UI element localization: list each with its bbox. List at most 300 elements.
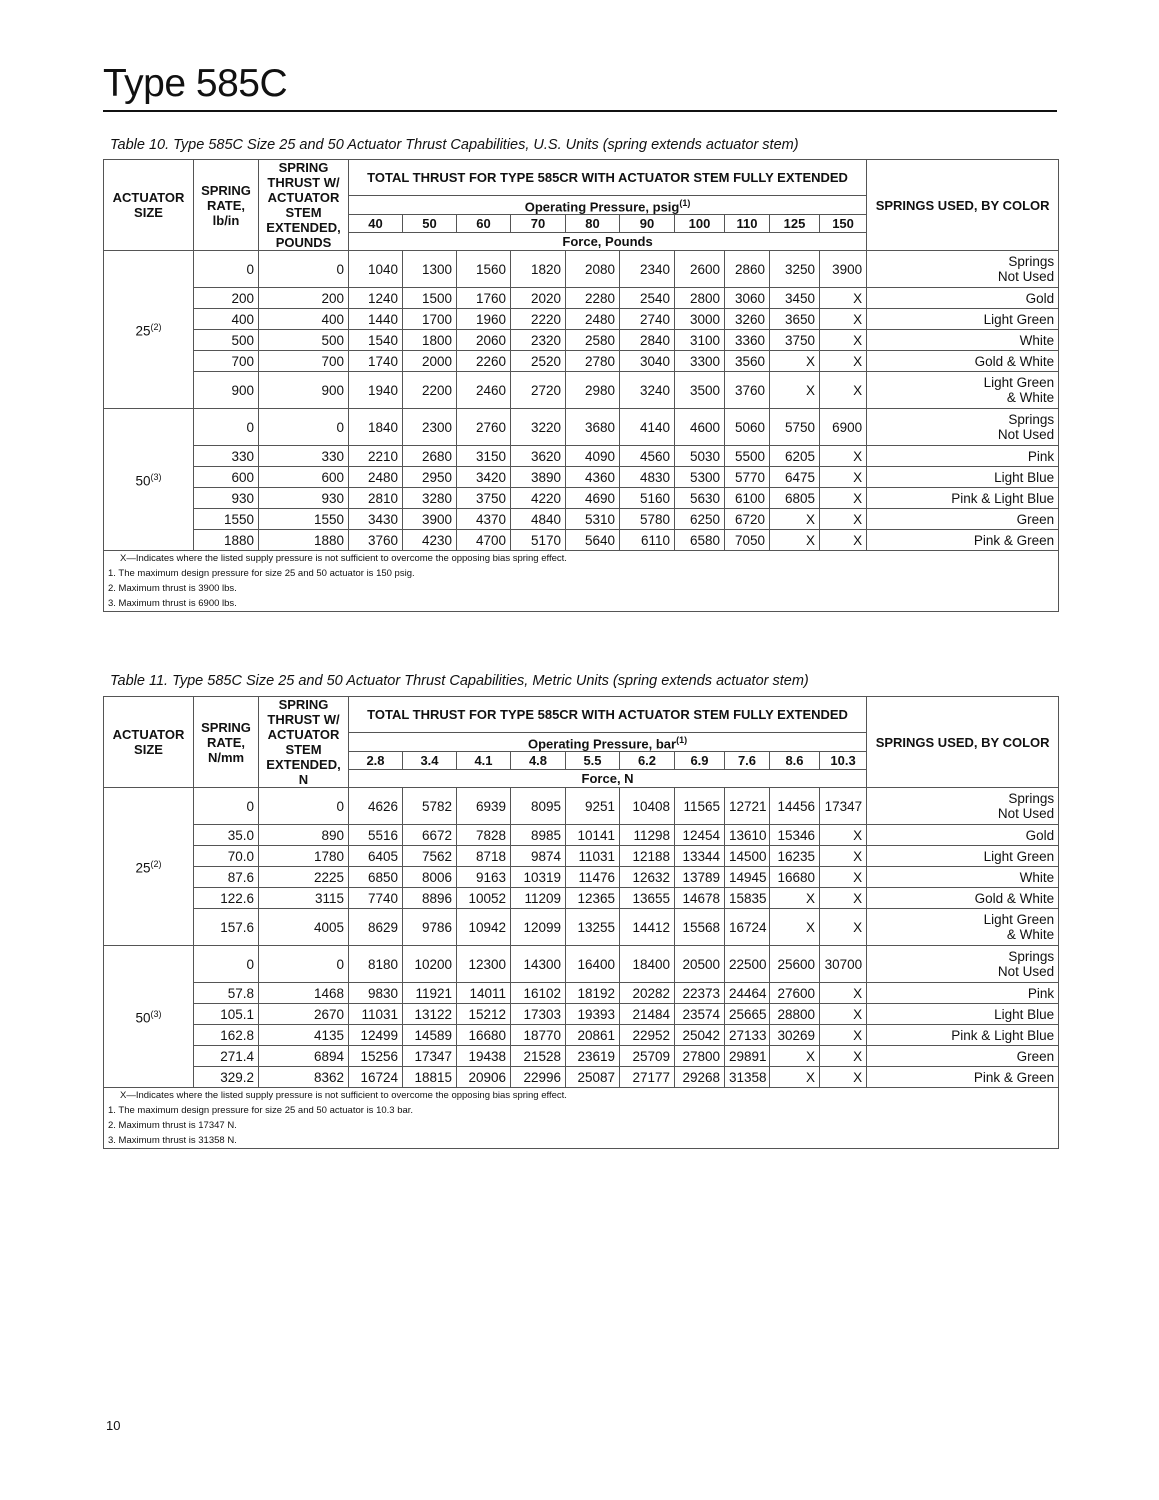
total-thrust-cell: 1960 xyxy=(457,309,511,330)
total-thrust-cell: 20906 xyxy=(457,1067,511,1088)
spring-thrust-cell: 400 xyxy=(259,309,349,330)
total-thrust-cell: 6110 xyxy=(620,530,675,551)
total-thrust-cell: 2950 xyxy=(403,467,457,488)
header-operating-pressure-label: Operating Pressure, bar xyxy=(527,736,677,751)
springs-color-line: White xyxy=(1019,332,1055,348)
total-thrust-cell: 19438 xyxy=(457,1046,511,1067)
total-thrust-cell: X xyxy=(820,446,867,467)
total-thrust-cell: 14500 xyxy=(725,846,770,867)
footnote-ref: (2) xyxy=(150,322,162,333)
total-thrust-cell: 2780 xyxy=(566,351,620,372)
header-pressure-5: 90 xyxy=(620,215,675,233)
total-thrust-cell: 25709 xyxy=(620,1046,675,1067)
total-thrust-cell: 20282 xyxy=(620,983,675,1004)
header-pressure-7: 7.6 xyxy=(725,752,770,770)
header-pressure-6: 100 xyxy=(675,215,725,233)
total-thrust-cell: 6250 xyxy=(675,509,725,530)
header-force-unit: Force, N xyxy=(349,770,867,788)
total-thrust-cell: 18815 xyxy=(403,1067,457,1088)
total-thrust-cell: 5300 xyxy=(675,467,725,488)
total-thrust-cell: 10141 xyxy=(566,825,620,846)
total-thrust-cell: 4690 xyxy=(566,488,620,509)
header-pressure-2: 4.1 xyxy=(457,752,511,770)
total-thrust-cell: 20500 xyxy=(675,946,725,983)
total-thrust-cell: 3430 xyxy=(349,509,403,530)
total-thrust-cell: 17303 xyxy=(511,1004,566,1025)
total-thrust-cell: 2980 xyxy=(566,372,620,409)
header-pressure-1: 3.4 xyxy=(403,752,457,770)
total-thrust-cell: 24464 xyxy=(725,983,770,1004)
total-thrust-cell: 1240 xyxy=(349,288,403,309)
total-thrust-cell: 8718 xyxy=(457,846,511,867)
header-spring-rate: SPRING RATE, N/mm xyxy=(194,697,259,788)
total-thrust-cell: 8006 xyxy=(403,867,457,888)
total-thrust-cell: 15568 xyxy=(675,909,725,946)
table-row xyxy=(104,330,1059,351)
table-row xyxy=(104,825,1059,846)
springs-color-line: Green xyxy=(1016,1048,1055,1064)
total-thrust-cell: 3900 xyxy=(820,251,867,288)
spring-rate-cell: 35.0 xyxy=(194,825,259,846)
total-thrust-cell: 9874 xyxy=(511,846,566,867)
springs-color-line: Pink & Green xyxy=(973,1069,1055,1085)
total-thrust-cell: X xyxy=(820,1025,867,1046)
springs-color-line: Green xyxy=(1016,511,1055,527)
springs-color-line: Not Used xyxy=(997,269,1055,284)
footnote-ref: (2) xyxy=(150,859,162,870)
total-thrust-cell: 3900 xyxy=(403,509,457,530)
actuator-size-cell xyxy=(104,946,194,1088)
total-thrust-cell: 9251 xyxy=(566,788,620,825)
total-thrust-cell: 13255 xyxy=(566,909,620,946)
total-thrust-cell: X xyxy=(820,1046,867,1067)
total-thrust-cell: 1540 xyxy=(349,330,403,351)
spring-thrust-cell: 8362 xyxy=(259,1067,349,1088)
total-thrust-cell: X xyxy=(770,351,820,372)
total-thrust-cell: X xyxy=(770,888,820,909)
total-thrust-cell: X xyxy=(770,372,820,409)
total-thrust-cell: 4840 xyxy=(511,509,566,530)
table-row xyxy=(104,288,1059,309)
total-thrust-cell: 14456 xyxy=(770,788,820,825)
total-thrust-cell: 3060 xyxy=(725,288,770,309)
spring-rate-cell: 1550 xyxy=(194,509,259,530)
total-thrust-cell: 1820 xyxy=(511,251,566,288)
total-thrust-cell: 2740 xyxy=(620,309,675,330)
total-thrust-cell: 10319 xyxy=(511,867,566,888)
total-thrust-cell: X xyxy=(770,509,820,530)
actuator-size-cell xyxy=(104,251,194,409)
total-thrust-cell: 2860 xyxy=(725,251,770,288)
total-thrust-cell: 23619 xyxy=(566,1046,620,1067)
total-thrust-cell: 5060 xyxy=(725,409,770,446)
total-thrust-cell: 3450 xyxy=(770,288,820,309)
total-thrust-cell: X xyxy=(820,309,867,330)
header-total-thrust: TOTAL THRUST FOR TYPE 585CR WITH ACTUATOR STEM FULLY EXTENDED xyxy=(349,160,867,196)
footnote-ref: (3) xyxy=(150,1009,162,1020)
springs-color-line: Not Used xyxy=(997,427,1055,442)
header-pressure-2: 60 xyxy=(457,215,511,233)
total-thrust-cell: 31358 xyxy=(725,1067,770,1088)
springs-color-line: & White xyxy=(1006,390,1055,405)
total-thrust-cell: 16680 xyxy=(457,1025,511,1046)
springs-color-cell xyxy=(867,888,1059,909)
total-thrust-cell: 29891 xyxy=(725,1046,770,1067)
total-thrust-cell: 12188 xyxy=(620,846,675,867)
spring-rate-cell: 0 xyxy=(194,409,259,446)
total-thrust-cell: 16235 xyxy=(770,846,820,867)
spring-rate-cell: 105.1 xyxy=(194,1004,259,1025)
total-thrust-cell: 6475 xyxy=(770,467,820,488)
springs-color-line: Light Green xyxy=(983,912,1055,927)
total-thrust-cell: 6672 xyxy=(403,825,457,846)
total-thrust-cell: 14945 xyxy=(725,867,770,888)
total-thrust-cell: 3150 xyxy=(457,446,511,467)
header-spring-rate: SPRING RATE, lb/in xyxy=(194,160,259,251)
total-thrust-cell: 2580 xyxy=(566,330,620,351)
total-thrust-cell: 1700 xyxy=(403,309,457,330)
total-thrust-cell: 22996 xyxy=(511,1067,566,1088)
spring-rate-cell: 57.8 xyxy=(194,983,259,1004)
spring-thrust-cell: 1880 xyxy=(259,530,349,551)
header-pressure-4: 5.5 xyxy=(566,752,620,770)
title-rule xyxy=(103,110,1057,112)
total-thrust-cell: 8095 xyxy=(511,788,566,825)
spring-rate-cell: 930 xyxy=(194,488,259,509)
total-thrust-cell: 8629 xyxy=(349,909,403,946)
total-thrust-cell: 30269 xyxy=(770,1025,820,1046)
springs-color-cell xyxy=(867,530,1059,551)
total-thrust-cell: 4360 xyxy=(566,467,620,488)
table-row xyxy=(104,309,1059,330)
total-thrust-cell: 4560 xyxy=(620,446,675,467)
table-row xyxy=(104,409,1059,446)
total-thrust-cell: 9830 xyxy=(349,983,403,1004)
spring-thrust-cell: 1468 xyxy=(259,983,349,1004)
table-row xyxy=(104,846,1059,867)
total-thrust-cell: 5170 xyxy=(511,530,566,551)
table-row xyxy=(104,1004,1059,1025)
header-pressure-0: 40 xyxy=(349,215,403,233)
springs-color-cell xyxy=(867,1046,1059,1067)
total-thrust-cell: 27600 xyxy=(770,983,820,1004)
total-thrust-cell: 3300 xyxy=(675,351,725,372)
springs-color-line: Gold & White xyxy=(974,353,1055,369)
total-thrust-cell: 5160 xyxy=(620,488,675,509)
total-thrust-cell: 1560 xyxy=(457,251,511,288)
total-thrust-cell: X xyxy=(820,488,867,509)
total-thrust-cell: 13789 xyxy=(675,867,725,888)
footnote-ref: (3) xyxy=(150,472,162,483)
total-thrust-cell: X xyxy=(820,1004,867,1025)
total-thrust-cell: 2760 xyxy=(457,409,511,446)
spring-rate-cell: 0 xyxy=(194,946,259,983)
spring-thrust-cell: 4005 xyxy=(259,909,349,946)
total-thrust-cell: X xyxy=(820,372,867,409)
total-thrust-cell: 15256 xyxy=(349,1046,403,1067)
spring-thrust-cell: 930 xyxy=(259,488,349,509)
total-thrust-cell: X xyxy=(820,909,867,946)
springs-color-cell xyxy=(867,467,1059,488)
header-pressure-6: 6.9 xyxy=(675,752,725,770)
actuator-size-value: 25 xyxy=(135,860,151,876)
table-row xyxy=(104,909,1059,946)
springs-color-cell xyxy=(867,509,1059,530)
total-thrust-cell: 22952 xyxy=(620,1025,675,1046)
total-thrust-cell: 16400 xyxy=(566,946,620,983)
total-thrust-cell: 11921 xyxy=(403,983,457,1004)
springs-color-cell xyxy=(867,488,1059,509)
total-thrust-cell: X xyxy=(820,530,867,551)
total-thrust-cell: 16724 xyxy=(725,909,770,946)
total-thrust-cell: 2540 xyxy=(620,288,675,309)
table-row xyxy=(104,983,1059,1004)
total-thrust-cell: 25665 xyxy=(725,1004,770,1025)
total-thrust-cell: 28800 xyxy=(770,1004,820,1025)
springs-color-line: Pink xyxy=(1027,448,1055,464)
spring-rate-cell: 600 xyxy=(194,467,259,488)
total-thrust-cell: 5640 xyxy=(566,530,620,551)
total-thrust-cell: 18192 xyxy=(566,983,620,1004)
springs-color-line: Not Used xyxy=(997,806,1055,821)
total-thrust-cell: 1040 xyxy=(349,251,403,288)
springs-color-cell xyxy=(867,372,1059,409)
total-thrust-cell: 3500 xyxy=(675,372,725,409)
header-pressure-8: 125 xyxy=(770,215,820,233)
total-thrust-cell: 1300 xyxy=(403,251,457,288)
springs-color-cell xyxy=(867,909,1059,946)
table-row xyxy=(104,251,1059,288)
total-thrust-cell: 6720 xyxy=(725,509,770,530)
table-row xyxy=(104,509,1059,530)
total-thrust-cell: 4220 xyxy=(511,488,566,509)
table-row xyxy=(104,446,1059,467)
spring-rate-cell: 70.0 xyxy=(194,846,259,867)
total-thrust-cell: 25600 xyxy=(770,946,820,983)
springs-color-line: Springs xyxy=(1008,254,1055,269)
spring-rate-cell: 0 xyxy=(194,251,259,288)
total-thrust-cell: 12365 xyxy=(566,888,620,909)
total-thrust-cell: 2020 xyxy=(511,288,566,309)
total-thrust-cell: 19393 xyxy=(566,1004,620,1025)
table-row xyxy=(104,530,1059,551)
total-thrust-cell: X xyxy=(820,846,867,867)
spring-rate-cell: 0 xyxy=(194,788,259,825)
total-thrust-cell: X xyxy=(820,509,867,530)
total-thrust-cell: 9786 xyxy=(403,909,457,946)
total-thrust-cell: 2300 xyxy=(403,409,457,446)
total-thrust-cell: 11031 xyxy=(349,1004,403,1025)
springs-color-line: Gold xyxy=(1025,827,1055,843)
total-thrust-cell: 2720 xyxy=(511,372,566,409)
header-pressure-3: 70 xyxy=(511,215,566,233)
header-pressure-8: 8.6 xyxy=(770,752,820,770)
total-thrust-cell: 1760 xyxy=(457,288,511,309)
table10-caption: Table 10. Type 585C Size 25 and 50 Actuator Thrust Capabilities, U.S. Units (spring extends actuator stem) xyxy=(110,137,799,153)
total-thrust-cell: 2480 xyxy=(349,467,403,488)
springs-color-line: Not Used xyxy=(997,964,1055,979)
total-thrust-cell: 29268 xyxy=(675,1067,725,1088)
spring-rate-cell: 87.6 xyxy=(194,867,259,888)
total-thrust-cell: 3240 xyxy=(620,372,675,409)
springs-color-cell xyxy=(867,1067,1059,1088)
total-thrust-cell: 13655 xyxy=(620,888,675,909)
total-thrust-cell: 5630 xyxy=(675,488,725,509)
total-thrust-cell: 2460 xyxy=(457,372,511,409)
total-thrust-cell: 6805 xyxy=(770,488,820,509)
spring-thrust-cell: 0 xyxy=(259,946,349,983)
header-pressure-9: 150 xyxy=(820,215,867,233)
springs-color-line: Pink & Green xyxy=(973,532,1055,548)
table-row xyxy=(104,372,1059,409)
spring-thrust-cell: 4135 xyxy=(259,1025,349,1046)
total-thrust-cell: 16102 xyxy=(511,983,566,1004)
total-thrust-cell: 6205 xyxy=(770,446,820,467)
table-row xyxy=(104,867,1059,888)
table-row xyxy=(104,946,1059,983)
total-thrust-cell: 3100 xyxy=(675,330,725,351)
spring-thrust-cell: 600 xyxy=(259,467,349,488)
total-thrust-cell: 2340 xyxy=(620,251,675,288)
total-thrust-cell: 3890 xyxy=(511,467,566,488)
footnote-line: 1. The maximum design pressure for size 25 and 50 actuator is 150 psig. xyxy=(108,568,415,579)
total-thrust-cell: 23574 xyxy=(675,1004,725,1025)
header-actuator-size: ACTUATOR SIZE xyxy=(104,697,194,788)
spring-thrust-cell: 700 xyxy=(259,351,349,372)
page-number: 10 xyxy=(106,1418,121,1433)
springs-color-cell xyxy=(867,446,1059,467)
total-thrust-cell: 5780 xyxy=(620,509,675,530)
header-spring-thrust: SPRING THRUST W/ ACTUATOR STEM EXTENDED, N xyxy=(259,697,349,788)
total-thrust-cell: 7050 xyxy=(725,530,770,551)
table-row xyxy=(104,1025,1059,1046)
springs-color-line: Pink xyxy=(1027,985,1055,1001)
total-thrust-cell: 13610 xyxy=(725,825,770,846)
total-thrust-cell: 18770 xyxy=(511,1025,566,1046)
actuator-size-value: 25 xyxy=(135,323,151,339)
total-thrust-cell: 13122 xyxy=(403,1004,457,1025)
total-thrust-cell: 25042 xyxy=(675,1025,725,1046)
total-thrust-cell: 12632 xyxy=(620,867,675,888)
spring-thrust-cell: 0 xyxy=(259,788,349,825)
total-thrust-cell: 14589 xyxy=(403,1025,457,1046)
total-thrust-cell: 3360 xyxy=(725,330,770,351)
springs-color-line: Gold & White xyxy=(974,890,1055,906)
total-thrust-cell: 2200 xyxy=(403,372,457,409)
springs-color-line: Light Blue xyxy=(994,1006,1055,1022)
total-thrust-cell: 25087 xyxy=(566,1067,620,1088)
springs-color-cell xyxy=(867,1025,1059,1046)
spring-thrust-cell: 500 xyxy=(259,330,349,351)
total-thrust-cell: 4600 xyxy=(675,409,725,446)
total-thrust-cell: 2810 xyxy=(349,488,403,509)
header-pressure-5: 6.2 xyxy=(620,752,675,770)
footnote-line: X—Indicates where the listed supply pressure is not sufficient to overcome the opposing bias spring effect. xyxy=(120,553,567,564)
spring-rate-cell: 157.6 xyxy=(194,909,259,946)
springs-color-cell xyxy=(867,867,1059,888)
total-thrust-cell: 17347 xyxy=(403,1046,457,1067)
total-thrust-cell: 9163 xyxy=(457,867,511,888)
total-thrust-cell: 22500 xyxy=(725,946,770,983)
springs-color-line: Pink & Light Blue xyxy=(951,490,1055,506)
total-thrust-cell: 11476 xyxy=(566,867,620,888)
total-thrust-cell: 2000 xyxy=(403,351,457,372)
springs-color-line: White xyxy=(1019,869,1055,885)
springs-color-cell xyxy=(867,309,1059,330)
page-title: Type 585C xyxy=(103,62,288,105)
total-thrust-cell: 5516 xyxy=(349,825,403,846)
spring-thrust-cell: 2670 xyxy=(259,1004,349,1025)
actuator-size-cell xyxy=(104,788,194,946)
springs-color-cell xyxy=(867,251,1059,288)
total-thrust-cell: 3680 xyxy=(566,409,620,446)
total-thrust-cell: 5782 xyxy=(403,788,457,825)
total-thrust-cell: 3000 xyxy=(675,309,725,330)
total-thrust-cell: 21528 xyxy=(511,1046,566,1067)
spring-thrust-cell: 1550 xyxy=(259,509,349,530)
total-thrust-cell: 11209 xyxy=(511,888,566,909)
total-thrust-cell: 4700 xyxy=(457,530,511,551)
total-thrust-cell: 22373 xyxy=(675,983,725,1004)
footnote-ref: (1) xyxy=(676,734,688,745)
spring-thrust-cell: 0 xyxy=(259,409,349,446)
total-thrust-cell: 3560 xyxy=(725,351,770,372)
springs-color-cell xyxy=(867,330,1059,351)
table-footnotes xyxy=(104,1088,1059,1149)
actuator-size-value: 50 xyxy=(135,473,151,489)
springs-color-line: Light Green xyxy=(983,848,1055,864)
springs-color-cell xyxy=(867,288,1059,309)
total-thrust-cell: 15212 xyxy=(457,1004,511,1025)
header-pressure-3: 4.8 xyxy=(511,752,566,770)
total-thrust-cell: X xyxy=(820,1067,867,1088)
springs-color-cell xyxy=(867,825,1059,846)
total-thrust-cell: 8896 xyxy=(403,888,457,909)
total-thrust-cell: 4370 xyxy=(457,509,511,530)
total-thrust-cell: 10942 xyxy=(457,909,511,946)
total-thrust-cell: 11298 xyxy=(620,825,675,846)
total-thrust-cell: 2600 xyxy=(675,251,725,288)
footnote-line: 2. Maximum thrust is 17347 N. xyxy=(108,1120,237,1131)
total-thrust-cell: 2800 xyxy=(675,288,725,309)
total-thrust-cell: 5310 xyxy=(566,509,620,530)
total-thrust-cell: X xyxy=(770,1067,820,1088)
total-thrust-cell: 1840 xyxy=(349,409,403,446)
spring-thrust-cell: 1780 xyxy=(259,846,349,867)
total-thrust-cell: 3040 xyxy=(620,351,675,372)
header-force-unit: Force, Pounds xyxy=(349,233,867,251)
total-thrust-cell: 2080 xyxy=(566,251,620,288)
spring-thrust-cell: 200 xyxy=(259,288,349,309)
total-thrust-cell: 1940 xyxy=(349,372,403,409)
total-thrust-cell: 2060 xyxy=(457,330,511,351)
springs-color-cell xyxy=(867,846,1059,867)
spring-thrust-cell: 3115 xyxy=(259,888,349,909)
footnote-line: X—Indicates where the listed supply pressure is not sufficient to overcome the opposing bias spring effect. xyxy=(120,1090,567,1101)
total-thrust-cell: 6850 xyxy=(349,867,403,888)
springs-color-cell xyxy=(867,409,1059,446)
total-thrust-cell: 3650 xyxy=(770,309,820,330)
springs-color-line: Springs xyxy=(1008,949,1055,964)
total-thrust-cell: X xyxy=(820,888,867,909)
total-thrust-cell: 16724 xyxy=(349,1067,403,1088)
total-thrust-cell: 3420 xyxy=(457,467,511,488)
table-row xyxy=(104,488,1059,509)
table-row xyxy=(104,467,1059,488)
total-thrust-cell: 2320 xyxy=(511,330,566,351)
total-thrust-cell: 6900 xyxy=(820,409,867,446)
total-thrust-cell: X xyxy=(820,825,867,846)
